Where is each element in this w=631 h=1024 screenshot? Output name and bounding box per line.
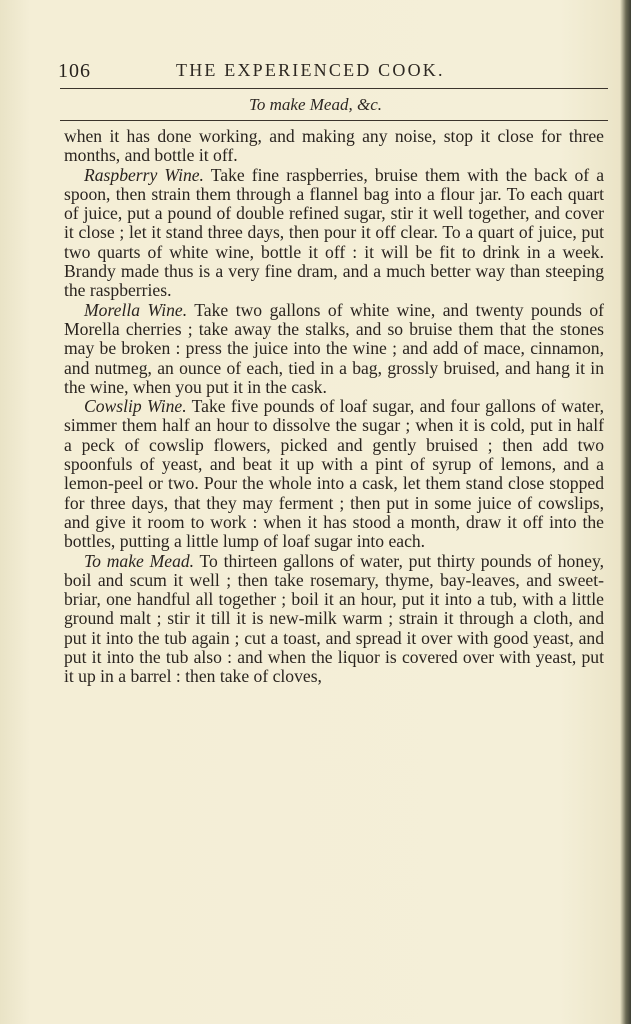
page-number: 106 (58, 60, 91, 82)
paragraph-raspberry-wine (64, 166, 604, 301)
page-header (58, 58, 607, 84)
paragraph-text: Take five pounds of loaf sugar, and four gallons of water, simmer them half an hour to dissolve the sugar ; when it is cold, put in half a peck of cowslip flowers, picked and gently bruised ; then add two spoonfuls of yeast, and beat it up with a pint of syrup of lemons, and a lemon-peel or two. Pour the whole into a cask, let them stand close stopped for three days, that they may ferment ; then put in some juice of cowslips, and give it room to work : when it has stood a month, draw it off into the bottles, putting a little lump of loaf sugar into each. (64, 396, 605, 552)
paragraph-text: Take two gallons of white wine, and twenty pounds of Morella cherries ; take away the stalks, and so bruise them that the stones may be broken : press the juice into the wine ; and add of mace, cinnamon, and nutmeg, an ounce of each, tied in a bag, grossly bruised, and hang it in the wine, when you put it in the cask. (64, 299, 604, 397)
paragraph-text: To thirteen gallons of water, put thirty pounds of honey, boil and scum it well ; then take rosemary, thyme, bay-leaves, and sweet-briar, one handful all together ; boil it an hour, put it into a tub, with a little ground malt ; stir it till it is new-milk warm ; strain it through a cloth, and put it into the tub again ; cut a toast, and spread it over with good yeast, and put it into the tub also : and when the liquor is covered over with yeast, put it up in a barrel : then take of cloves, (64, 550, 605, 687)
recipe-heading: Raspberry Wine. (84, 164, 204, 185)
paragraph-continuation (64, 127, 604, 166)
header-rule (60, 88, 608, 89)
running-head: THE EXPERIENCED COOK. (176, 60, 445, 80)
body-text (64, 127, 604, 687)
section-rule (60, 120, 608, 121)
section-title: To make Mead, &c. (249, 95, 382, 114)
paragraph-text: Take fine raspberries, bruise them with the back of a spoon, then strain them through a flannel bag into a flour jar. To each quart of juice, put a pound of double refined sugar, stir it well together, and cover it close ; let it stand three days, then pour it off clear. To a quart of juice, put two quarts of white wine, bottle it off : it will be fit to drink in a week. Brandy made thus is a very fine dram, and a much better way than steeping the raspberries. (64, 164, 604, 301)
paragraph-morella-wine (64, 301, 604, 397)
paragraph-mead (64, 552, 604, 687)
paragraph-cowslip-wine (64, 397, 604, 551)
recipe-heading: Cowslip Wine. (84, 396, 187, 417)
paragraph-text: when it has done working, and making any noise, stop it close for three months, and bottle it off. (64, 126, 604, 166)
recipe-heading: To make Mead. (84, 550, 195, 571)
recipe-heading: Morella Wine. (84, 299, 188, 320)
